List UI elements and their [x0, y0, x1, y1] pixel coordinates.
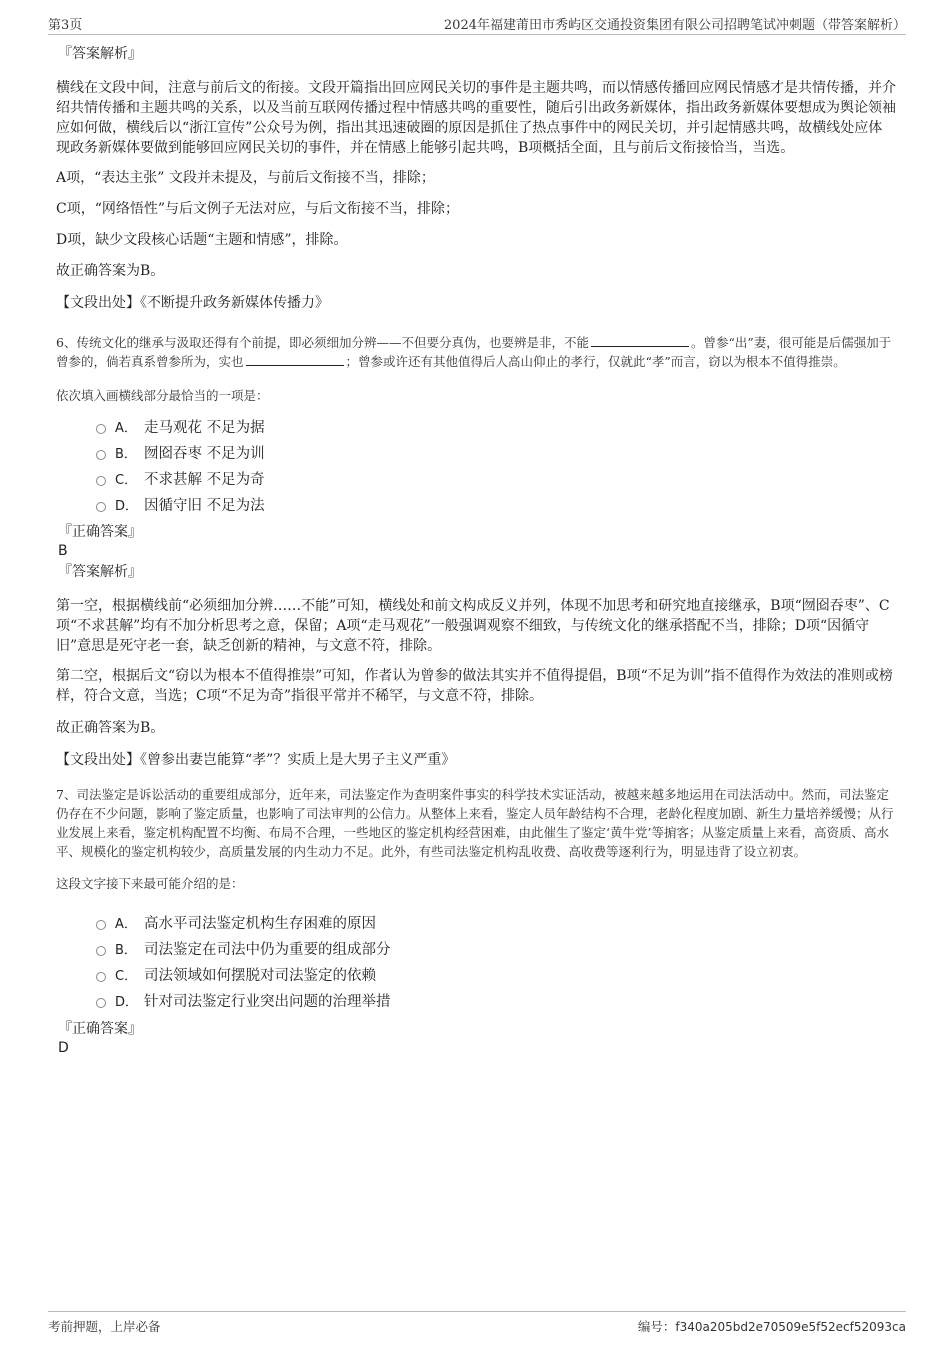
page-footer	[48, 1311, 906, 1336]
option-a[interactable]: A． 高水平司法鉴定机构生存困难的原因	[96, 911, 896, 937]
footer-slogan: 考前押题，上岸必备	[48, 1319, 161, 1334]
option-c[interactable]: C． 司法领域如何摆脱对司法鉴定的依赖	[96, 963, 896, 989]
analysis-paragraph: 第一空，根据横线前“必须细加分辨……不能”可知，横线处和前文构成反义并列，体现不加思考和研究地直接继承，B项“囫囵吞枣”、C项“不求甚解”均有不加分析思考之意，保留；A项“走马观花”一般强调观察不细致，与传统文化的继承搭配不当，排除；D项“因循守旧”意思是死守老一套，缺乏创新的精神，与文意不符，排除。	[56, 598, 890, 654]
radio-icon[interactable]	[96, 502, 106, 512]
page-number: 第3页	[48, 18, 83, 33]
radio-icon[interactable]	[96, 424, 106, 434]
option-d[interactable]: D． 因循守旧 不足为法	[96, 493, 896, 519]
correct-answer-label: 『正确答案』	[58, 524, 142, 540]
analysis-paragraph: A项，“表达主张” 文段并未提及，与前后文衔接不当，排除；	[56, 170, 435, 186]
document-code: 编号：f340a205bd2e70509e5f52ecf52093ca	[637, 1319, 906, 1334]
radio-icon[interactable]	[96, 998, 106, 1008]
option-b[interactable]: B． 囫囵吞枣 不足为训	[96, 441, 896, 467]
options-list	[96, 911, 896, 1015]
radio-icon[interactable]	[96, 450, 106, 460]
answer-conclusion: 故正确答案为B。	[56, 263, 165, 279]
radio-icon[interactable]	[96, 920, 106, 930]
correct-answer-label: 『正确答案』	[58, 1021, 142, 1037]
correct-answer: B	[58, 543, 68, 559]
question-prompt: 这段文字接下来最可能介绍的是：	[56, 876, 244, 891]
page-header	[48, 12, 906, 35]
options-list	[96, 415, 896, 519]
option-b[interactable]: B． 司法鉴定在司法中仍为重要的组成部分	[96, 937, 896, 963]
question-stem: 6、传统文化的继承与汲取还得有个前提，即必须细加分辨——不但要分真伪，也要辨是非，不能 。曾参“出”妻，很可能是后儒强加于曾参的，倘若真系曾参所为，实也 ；曾参或许还有其他值得后人高山仰止的孝行，仅就此“孝”而言，窃以为根本不值得推崇。	[56, 335, 892, 369]
option-a[interactable]: A． 走马观花 不足为据	[96, 415, 896, 441]
analysis-paragraph: C项，“网络悟性”与后文例子无法对应，与后文衔接不当，排除；	[56, 201, 460, 217]
radio-icon[interactable]	[96, 972, 106, 982]
correct-answer: D	[58, 1040, 69, 1056]
option-c[interactable]: C． 不求甚解 不足为奇	[96, 467, 896, 493]
document-title: 2024年福建莆田市秀屿区交通投资集团有限公司招聘笔试冲刺题（带答案解析）	[443, 18, 906, 33]
radio-icon[interactable]	[96, 946, 106, 956]
analysis-label: 『答案解析』	[58, 564, 142, 580]
passage-source: 【文段出处】《不断提升政务新媒体传播力》	[56, 295, 329, 311]
question-prompt: 依次填入画横线部分最恰当的一项是：	[56, 388, 269, 403]
passage-source: 【文段出处】《曾参出妻岂能算“孝”？实质上是大男子主义严重》	[56, 752, 456, 768]
analysis-paragraph: D项，缺少文段核心话题“主题和情感”，排除。	[56, 232, 348, 248]
question-stem: 7、司法鉴定是诉讼活动的重要组成部分，近年来，司法鉴定作为查明案件事实的科学技术实证活动，被越来越多地运用在司法活动中。然而，司法鉴定仍存在不少问题，影响了鉴定质量，也影响了司法审判的公信力。从整体上来看，鉴定人员年龄结构不合理，老龄化程度加剧、新生力量培养缓慢；从行业发展上来看，鉴定机构配置不均衡、布局不合理，一些地区的鉴定机构经营困难，由此催生了鉴定‘黄牛党’等掮客；从鉴定质量上来看，高资质、高水平、规模化的鉴定机构较少，高质量发展的内生动力不足。此外，有些司法鉴定机构乱收费、高收费等逐利行为，明显违背了设立初衷。	[56, 787, 894, 859]
option-d[interactable]: D． 针对司法鉴定行业突出问题的治理举措	[96, 989, 896, 1015]
fill-blank	[246, 353, 344, 366]
page-content	[56, 44, 896, 1057]
analysis-paragraph: 横线在文段中间，注意与前后文的衔接。文段开篇指出回应网民关切的事件是主题共鸣，而以情感传播回应网民情感才是共情传播，并介绍共情传播和主题共鸣的关系，以及当前互联网传播过程中情感共鸣的重要性，随后引出政务新媒体，指出政务新媒体要想成为舆论领袖应如何做，横线后以“浙江宣传”公众号为例，指出其迅速破圈的原因是抓住了热点事件中的网民关切，并引起情感共鸣，故横线处应体现政务新媒体要做到能够回应网民关切的事件，并在情感上能够引起共鸣，B项概括全面，且与前后文衔接恰当，当选。	[56, 80, 896, 156]
radio-icon[interactable]	[96, 476, 106, 486]
fill-blank	[591, 334, 689, 347]
analysis-label: 『答案解析』	[58, 46, 142, 62]
analysis-paragraph: 第二空，根据后文“窃以为根本不值得推崇”可知，作者认为曾参的做法其实并不值得提倡，B项“不足为训”指不值得作为效法的准则或榜样，符合文意，当选；C项“不足为奇”指很平常并不稀罕，与文意不符，排除。	[56, 668, 893, 704]
answer-conclusion: 故正确答案为B。	[56, 720, 165, 736]
